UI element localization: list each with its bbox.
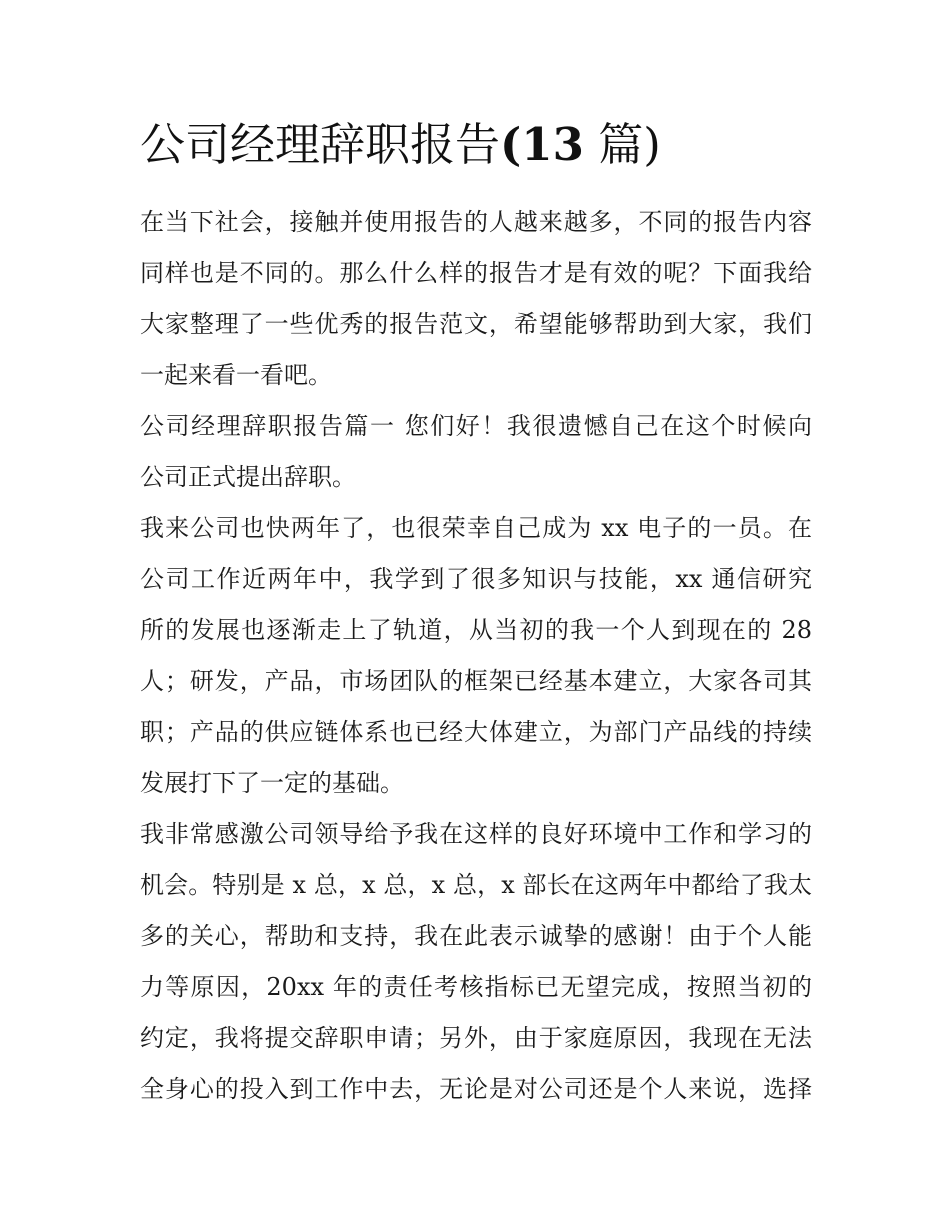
text-line: 公司正式提出辞职。 — [140, 463, 356, 491]
text-line: 大家整理了一些优秀的报告范文，希望能够帮助到大家，我们 — [140, 310, 812, 338]
text-line: 公司工作近两年中，我学到了很多知识与技能，xx 通信研究 — [140, 565, 812, 593]
paragraph — [140, 401, 812, 503]
document-body — [140, 197, 812, 1115]
paragraph — [140, 809, 812, 1115]
document-title — [140, 113, 661, 177]
text-line: 一起来看一看吧。 — [140, 361, 332, 389]
title-suffix: 篇) — [598, 118, 661, 171]
text-line: 约定，我将提交辞职申请；另外，由于家庭原因，我现在无法 — [140, 1024, 812, 1052]
paragraph — [140, 503, 812, 809]
text-line: 所的发展也逐渐走上了轨道，从当初的我一个人到现在的 28 — [140, 616, 812, 644]
text-line: 同样也是不同的。那么什么样的报告才是有效的呢？下面我给 — [140, 259, 812, 287]
text-line: 机会。特别是 x 总，x 总，x 总，x 部长在这两年中都给了我太 — [140, 871, 812, 899]
text-line: 我来公司也快两年了，也很荣幸自己成为 xx 电子的一员。在 — [140, 514, 812, 542]
title-count: (13 — [500, 118, 584, 171]
text-line: 在当下社会，接触并使用报告的人越来越多，不同的报告内容 — [140, 208, 812, 236]
text-line: 发展打下了一定的基础。 — [140, 769, 404, 797]
text-line: 多的关心，帮助和支持，我在此表示诚挚的感谢！由于个人能 — [140, 922, 812, 950]
text-line: 全身心的投入到工作中去，无论是对公司还是个人来说，选择 — [140, 1075, 812, 1103]
text-line: 公司经理辞职报告篇一 您们好！我很遗憾自己在这个时候向 — [140, 412, 812, 440]
paragraph — [140, 197, 812, 401]
text-line: 人；研发，产品，市场团队的框架已经基本建立，大家各司其 — [140, 667, 812, 695]
title-text: 公司经理辞职报告 — [140, 118, 501, 171]
text-line: 力等原因，20xx 年的责任考核指标已无望完成，按照当初的 — [140, 973, 812, 1001]
text-line: 我非常感激公司领导给予我在这样的良好环境中工作和学习的 — [140, 820, 812, 848]
text-line: 职；产品的供应链体系也已经大体建立，为部门产品线的持续 — [140, 718, 812, 746]
